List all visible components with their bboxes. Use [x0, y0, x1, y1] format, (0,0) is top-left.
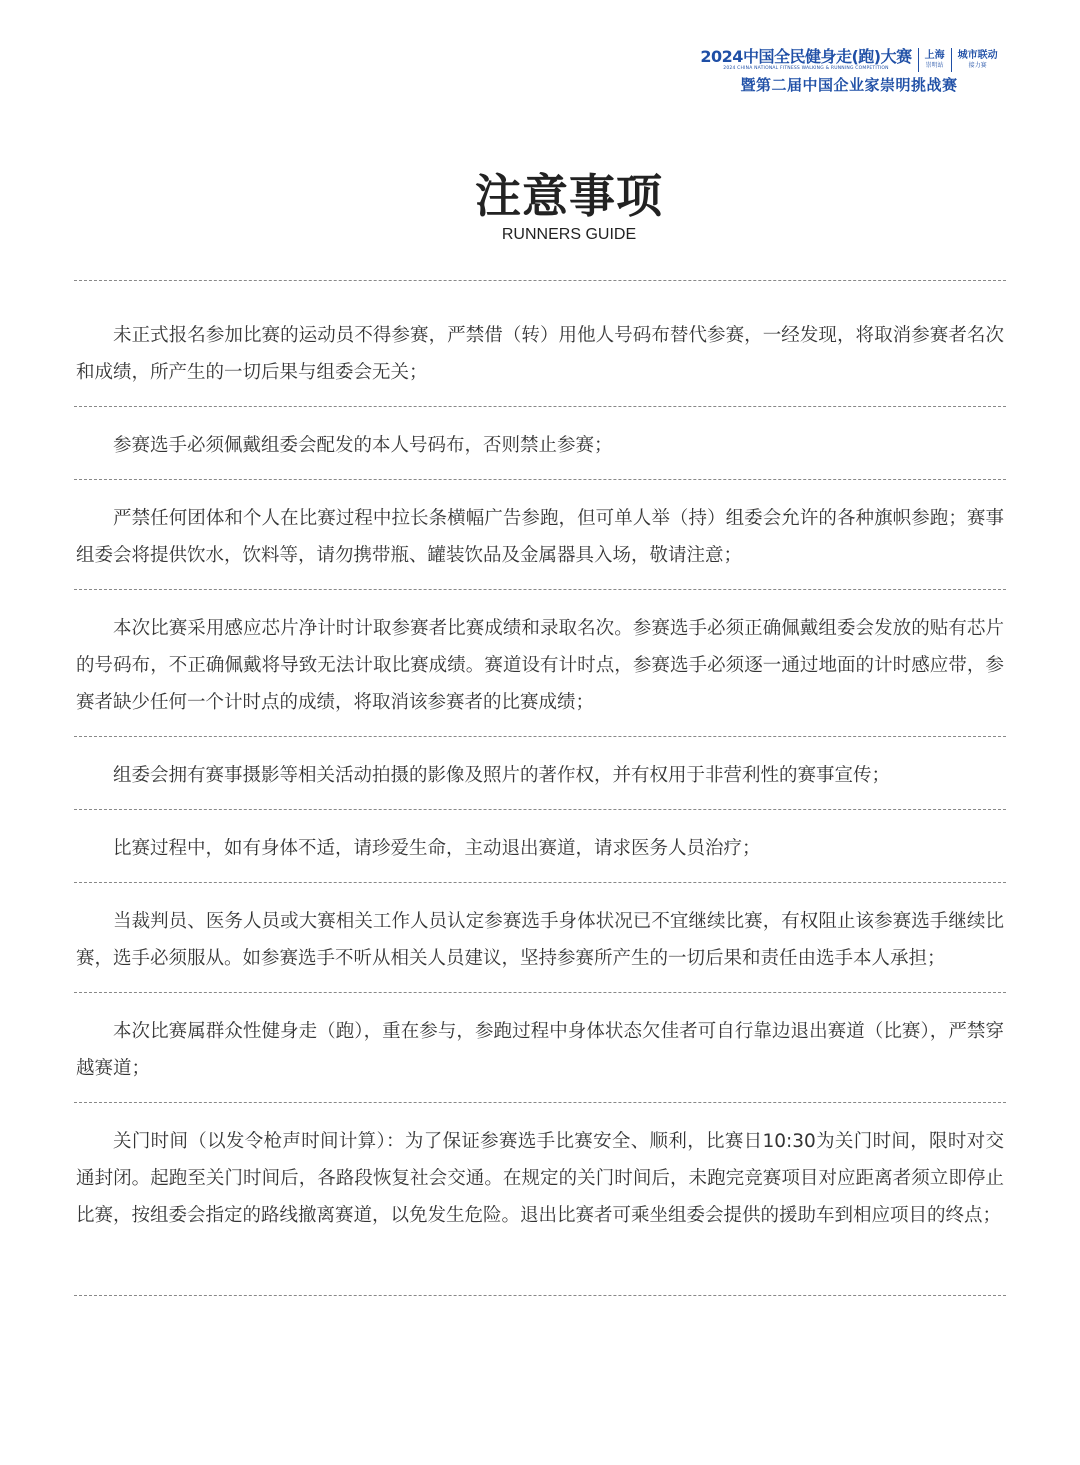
logo-english-text: 2024 CHINA NATIONAL FITNESS WALKING & RUNNING COMPETITION [723, 66, 889, 71]
guide-item: 参赛选手必须佩戴组委会配发的本人号码布，否则禁止参赛； [113, 435, 613, 456]
event-logo [688, 48, 1010, 95]
guide-item: 本次比赛属群众性健身走（跑），重在参与，参跑过程中身体状态欠佳者可自行靠边退出赛道（比赛），严禁穿越赛道； [76, 1021, 1004, 1079]
logo-main-text: 2024中国全民健身走(跑)大赛 [700, 47, 912, 66]
divider [74, 1295, 1006, 1296]
page-subtitle: RUNNERS GUIDE [501, 226, 637, 243]
guide-item: 关门时间（以发令枪声时间计算）：为了保证参赛选手比赛安全、顺利，比赛日10:30为关门时间，限时对交通封闭。起跑至关门时间后，各路段恢复社会交通。在规定的关门时间后，未跑完竞赛项目对应距离者须立即停止比赛，按组委会指定的路线撤离赛道，以免发生危险。退出比赛者可乘坐组委会提供的援助车到相应项目的终点； [76, 1131, 1004, 1226]
guide-item: 严禁任何团体和个人在比赛过程中拉长条横幅广告参跑，但可单人举（持）组委会允许的各种旗帜参跑；赛事组委会将提供饮水，饮料等，请勿携带瓶、罐装饮品及金属器具入场，敬请注意； [76, 508, 1004, 566]
guide-item: 比赛过程中，如有身体不适，请珍爱生命，主动退出赛道，请求医务人员治疗； [113, 838, 761, 859]
guide-item: 当裁判员、医务人员或大赛相关工作人员认定参赛选手身体状况已不宜继续比赛，有权阻止该参赛选手继续比赛，选手必须服从。如参赛选手不听从相关人员建议，坚持参赛所产生的一切后果和责任由选手本人承担； [76, 911, 1004, 969]
guide-item: 未正式报名参加比赛的运动员不得参赛，严禁借（转）用他人号码布替代参赛，一经发现，将取消参赛者名次和成绩，所产生的一切后果与组委会无关； [76, 325, 1004, 383]
logo-station: 崇明站 [925, 62, 944, 69]
guide-item: 组委会拥有赛事摄影等相关活动拍摄的影像及照片的著作权，并有权用于非营利性的赛事宣传； [113, 765, 891, 786]
logo-city: 上海 [924, 50, 945, 61]
logo-divider [951, 48, 952, 72]
logo-divider [918, 48, 919, 72]
page-title: 注意事项 [475, 169, 663, 223]
guide-item: 本次比赛采用感应芯片净计时计取参赛者比赛成绩和录取名次。参赛选手必须正确佩戴组委会发放的贴有芯片的号码布，不正确佩戴将导致无法计取比赛成绩。赛道设有计时点，参赛选手必须逐一通过地面的计时感应带，参赛者缺少任何一个计时点的成绩，将取消该参赛者的比赛成绩； [76, 618, 1004, 713]
guide-list [74, 280, 1006, 1296]
logo-relay: 接力赛 [968, 62, 987, 69]
logo-subtitle: 暨第二届中国企业家崇明挑战赛 [740, 76, 958, 94]
logo-partner: 城市联动 [957, 50, 998, 61]
